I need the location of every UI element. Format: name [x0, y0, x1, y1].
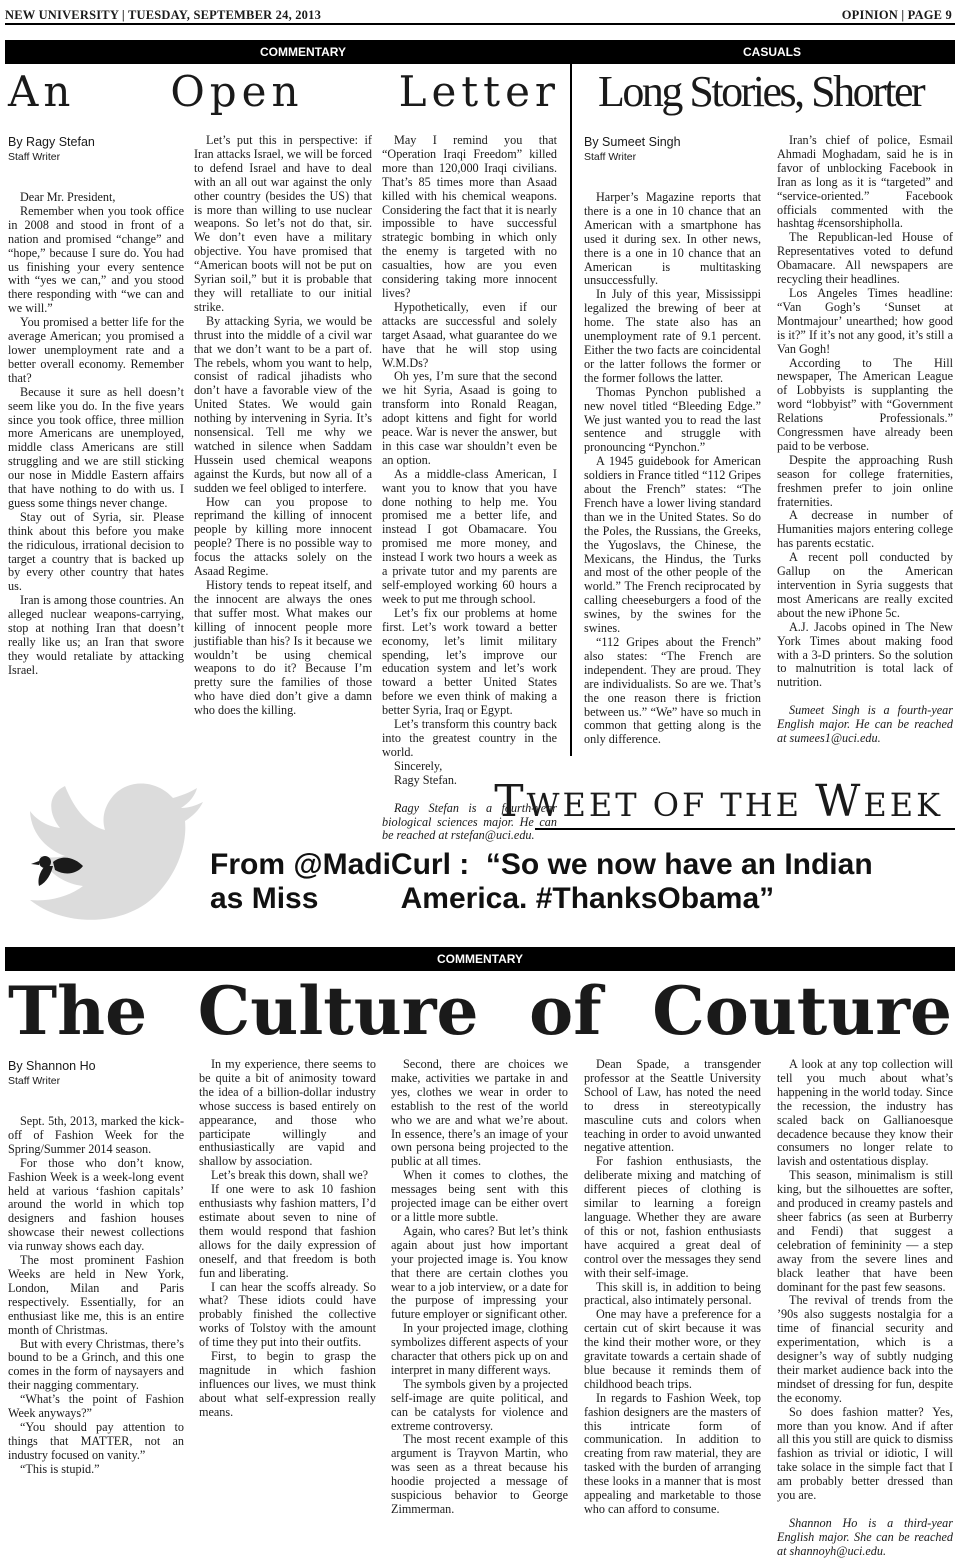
article-paragraph: Los Angeles Times headline: “Van Gogh’s ‘Sunset at Montmajour’ unearthed; how good is it?” If it’s not any good, it’s still a Van Gogh! [777, 285, 953, 356]
article-paragraph: One may have a preference for a certain cut of skirt because it was the kind their mother wore, or they gravitate towards a certain shade of blue because it reminds them of childhood beach trips. [584, 1307, 761, 1391]
headline-culture-of-couture [8, 970, 952, 1052]
article-column [391, 1058, 568, 1528]
article-paragraph: Again, who cares? But let’s think again about just how important your projected image is. You know that there are certain clothes you wear to a job interview, or a date for the purpose of impressing your future employer or significant other. [391, 1223, 568, 1322]
article-paragraph: In your projected image, clothing symbolizes different aspects of your character that others pick up on and interpret in many different ways. [391, 1321, 568, 1377]
article-paragraph: Hypothetically, even if our attacks are successful and solely target Asaad, what guarantee do we have that he will stop using W.M.Ds? [382, 299, 557, 370]
page-header-right: OPINION | PAGE 9 [841, 8, 952, 22]
article-paragraph: Let’s break this down, shall we? [211, 1168, 369, 1183]
section-label-commentary: COMMENTARY [5, 40, 601, 64]
article-paragraph: This skill is, in addition to being practical, also intimately personal. [584, 1279, 761, 1308]
article-paragraph: I can hear the scoffs already. So what? These idiots could have probably finished the collective works of Tolstoy with the amount of time they put into their outfits. [199, 1279, 376, 1350]
tweet-text [210, 848, 873, 916]
article-paragraph: Despite the approaching Rush season for college fraternities, freshmen prefer to join online fraternities. [777, 452, 953, 509]
article-paragraph: Let’s fix our problems at home first. Let’s work toward a better economy, let’s limit military spending, let’s improve our education system and let’s work toward a better United States before we even think of making a better Syria, Iraq or Egypt. [382, 605, 557, 718]
headline-word: The [8, 972, 148, 1050]
article-paragraph: History tends to repeat itself, and the innocent are always the ones that suffer most. What makes our killing of innocent people more justifiable than his? Is it because we wouldn’t be using chemical weapons to do it? Because I’m pretty sure the families of those who have died don’t give a damn who does the killing. [194, 578, 372, 718]
byline: By Sumeet Singh [584, 135, 681, 149]
article-paragraph: As a middle-class American, I want you to know that you have done nothing to help me. You promised me a better life, and instead I got Obamacare. You promised me more money, and instead I work two hours a week as a private tutor and my parents are self-employed working 60 hours a week to put me through school. [382, 466, 557, 606]
headline-long-stories: Long Stories, Shorter [598, 67, 924, 116]
article-paragraph: The symbols given by a projected self-image are quite political, and can be catalysts for violence and extreme controversy. [391, 1376, 568, 1433]
twitter-bird-icon [5, 766, 205, 938]
article-paragraph: May I remind you that “Operation Iraqi Freedom” killed more than 120,000 Iraqi civilians. That’s 85 times more than Asaad killed with his chemical weapons. Considering the fact that it is nearly impossible to have successful strategic bombing in which only the enemy is targeted with no casualties, how are you even considering taking more innocent lives? [382, 133, 557, 300]
article-paragraph: “What’s the point of Fashion Week anyways?” [8, 1392, 184, 1421]
tweet-title-part: W [815, 776, 864, 827]
article-paragraph: So does fashion matter? Yes, more than you know. And if after all this you still are quick to dismiss fashion as trivial or idiotic, I will take solace in the simple fact that I am probably better dressed than you are. [777, 1404, 953, 1503]
column-divider [570, 64, 572, 756]
article-paragraph: In regards to Fashion Week, top fashion designers are the masters of this intricate form of communication. In addition to creating from raw material, they are tasked with the burden of arranging these looks in a manner that is most appealing and marketable to those who can afford to consume. [584, 1390, 761, 1516]
tweet-title [494, 776, 943, 827]
article-paragraph: According to The Hill newspaper, The American League of Lobbyists is supplanting the word “lobbyist” with “Government Relations Professionals.” Congressmen have already been paid to be verbose. [777, 355, 953, 453]
article-paragraph: You promised a better life for the average American; you promised a lower unemployment rate and a better overall economy. Remember that? [8, 315, 184, 385]
byline-role: Staff Writer [8, 1075, 61, 1087]
headline-word: Couture [652, 972, 952, 1050]
article-paragraph: Remember when you took office in 2008 and stood in front of a nation and promised “change” and “hope,” because I sure do. You had us finishing your every sentence with “yes we can,” and you stood there responding with “we can and we will.” [8, 203, 184, 316]
article-paragraph: A decrease in number of Humanities majors entering college has parents ecstatic. [777, 508, 953, 551]
article-column [199, 1058, 376, 1528]
tweet-text-line: From @MadiCurl : “So we now have an Indian [210, 848, 873, 881]
headline-word: Letter [398, 67, 560, 116]
article-paragraph: By attacking Syria, we would be thrust into the middle of a civil war that we don’t want to be a part of. The rebels, whom you want to help, consist of radical jihadists who don’t have a favorable view of the United States. We would gain nothing by intervening in Syria. It’s nonsensical. Tell me why we watched in silence when Saddam Hussein used chemical weapons against the Kurds, but now all of a sudden we feel obliged to interfere. [194, 313, 372, 495]
article-paragraph: Sept. 5th, 2013, marked the kick-off of Fashion Week for the Spring/Summer 2014 season. [8, 1114, 184, 1156]
article-paragraph: When it comes to clothes, the messages being sent with this projected image can be either overt or a little more subtle. [391, 1168, 568, 1224]
article-paragraph: Stay out of Syria, sir. Please think about this before you make the ridiculous, irrational decision to target a country that is backed up by every other country that hates us. [8, 509, 184, 594]
tweet-text-line: as Miss America. #ThanksObama” [210, 882, 775, 915]
article-paragraph: A look at any top collection will tell you much about what’s happening in the world today. Since the recession, the industry has scaled back on Gallianoesque decadence because they know their consumers no longer relate to lavish and ostentatious display. [777, 1057, 953, 1169]
headline-word: of [529, 972, 602, 1050]
article-paragraph: Dean Spade, a transgender professor at the Seattle University School of Law, has noted the need to dress in stereotypically masculine cuts and colors when teaching in order to avoid unwanted negative attention. [584, 1057, 761, 1155]
article-paragraph: The revival of trends from the ’90s also suggests nostalgia for a time of financial security and experimentation, which is a designer’s way of subtly nudging their market audience back into the mindset of dressing for fun, despite the economy. [777, 1293, 953, 1405]
article-paragraph: The most prominent Fashion Weeks are held in New York, London, Milan and Paris respectively. Essentially, for an enthusiast like me, this is an entire month of Christmas. [8, 1253, 184, 1337]
tweet-title-part: T [494, 776, 527, 827]
author-bio: Ragy Stefan is a fourth-year biological sciences major. He can be reached at rstefan@uci.edu. [382, 800, 557, 843]
article-paragraph: Second, there are choices we make, activities we partake in and yes, clothes we wear in order to establish to the rest of the world who we are and what we’re about. In essence, there’s an image of your own persona being projected to the public at all times. [391, 1057, 568, 1169]
page-header-left: NEW UNIVERSITY | TUESDAY, SEPTEMBER 24, 2013 [5, 8, 322, 22]
article-paragraph: Iran is among those countries. An alleged nuclear weapons-carrying, stop at nothing Iran that doesn’t really like us; an Iran that swore they would retaliate by attacking Israel. [8, 593, 184, 677]
article-paragraph: The Republican-led House of Representatives voted to defund Obamacare. All newspapers are recycling their headlines. [777, 230, 953, 287]
headline-word: An [8, 67, 76, 116]
article-paragraph: First, to begin to grasp the magnitude in which fashion influences our lives, we must think about what self-expression really means. [199, 1349, 376, 1419]
author-bio: Sumeet Singh is a fourth-year English major. He can be reached at sumees1@uci.edu. [777, 703, 953, 746]
article-paragraph: Let’s put this in perspective: if Iran attacks Israel, we will be forced to defend Israel and have to deal with an all out war against the only other country (besides the US) that is more than willing to use nuclear weapons. So let’s not do that, sir. We don’t even have a military objective. You have promised that “American boots will not be put on Syrian soil,” but it is probable that they will retalliate to our initial strike. [194, 133, 372, 314]
article-paragraph: This season, minimalism is still king, but the silhouettes are softer, and produced in creamy pastels and sheer fabrics (as seen at Burberry and Fendi) that suggest a celebration of femininity — a step away from the severe lines and black leather that have been dominant for the past few seasons. [777, 1168, 953, 1294]
article-column [8, 1058, 184, 1528]
article-paragraph: For those who don’t know, Fashion Week is a week-long event held at various ‘fashion capitals’ around the world in which top designers and fashion houses showcase their newest collections via runway shows each day. [8, 1155, 184, 1254]
byline-role: Staff Writer [584, 151, 637, 163]
author-bio: Shannon Ho is a third-year English major. She can be reached at shannoyh@uci.edu. [777, 1516, 953, 1558]
article-column [194, 134, 372, 754]
header-rule [5, 23, 955, 25]
article-paragraph: Let’s transform this country back into the greatest country in the world. [382, 717, 557, 759]
article-paragraph: If one were to ask 10 fashion enthusiasts why fashion matters, I’d estimate about seven to nine of them would respond that fashion allows for the daily expression of oneself, and that freedom is both fun and liberating. [199, 1182, 376, 1280]
tweet-title-part: WEET OF THE [526, 786, 816, 824]
article-paragraph: But with every Christmas, there’s bound to be a Grinch, and this one comes in the form of naysayers and their nagging commentary. [8, 1336, 184, 1393]
article-paragraph: How can you propose to reprimand the killing of innocent people by killing more innocent people? There is no possible way to focus the attacks solely on the Asaad Regime. [194, 494, 372, 579]
article-paragraph: Oh yes, I’m sure that the second we hit Syria, Asaad is going to transform into Ronald Reagan, adopt kittens and fight for world peace. War is never the answer, but in this case war shouldn’t even be an option. [382, 369, 557, 467]
article-paragraph: Iran’s chief of police, Esmail Ahmadi Moghadam, said he is in favor of unblocking Facebook in Iran as long as it is “targeted” and “service-oriented.” Facebook officials commented with the hashtag #censorshipholla. [777, 133, 953, 231]
byline: By Ragy Stefan [8, 135, 95, 149]
article-column [382, 133, 557, 843]
article-column [8, 134, 184, 754]
article-paragraph: “You should pay attention to things that MATTER, not an industry focused on vanity.” [8, 1419, 184, 1462]
article-paragraph: Because it sure as hell doesn’t seem like you do. In the five years since you took office, three million more Americans are unemployed, middle class Americans are still struggling and we are still sticking our nose in Middle Eastern affairs that have nothing to do with us. I guess some things never change. [8, 384, 184, 510]
article-paragraph: A 1945 guidebook for American soldiers in France titled “112 Gripes about the French” states: “The French have a lower living standard than we in the United States. So do the Poles, the Russians, the Greeks, the Yugoslavs, the Chinese, the Mexicans, the Hindus, the Turks and most of the other people of the world.” The French reciprocated by calling cheeseburgers a food of the swines, by the swines for the swines. [584, 454, 761, 636]
article-paragraph: Dear Mr. President, [20, 190, 116, 204]
headline-word: Open [170, 67, 304, 116]
section-label-casuals: CASUALS [589, 40, 955, 64]
article-column [584, 1058, 761, 1528]
article-paragraph: A recent poll conducted by Gallup on the American intervention in Syria suggests that most Americans are really excited about the new iPhone 5c. [777, 550, 953, 620]
article-column [777, 1057, 953, 1558]
article-paragraph: For fashion enthusiasts, the deliberate mixing and matching of different pieces of clothing is similar to learning a foreign language. Whether they are aware of this or not, fashion enthusiasts have acquired a great deal of control over the messages they send with their self-image. [584, 1154, 761, 1280]
article-paragraph: Thomas Pynchon published a new novel titled “Bleeding Edge.” We just wanted you to read the last sentence and struggle with pronouncing “Pynchon.” [584, 384, 761, 455]
article-paragraph: Sincerely, [394, 758, 443, 773]
article-paragraph: A.J. Jacobs opined in The New York Times about making food with a 3-D printers. So the solution to malnutrition is total lack of nutrition. [777, 619, 953, 690]
byline-role: Staff Writer [8, 151, 61, 163]
article-paragraph: “This is stupid.” [20, 1461, 100, 1476]
article-paragraph: “112 Gripes about the French” also states: “The French are independent. They are proud. They are individualists. So are we. That’s the one reason there is friction between us.” “We” have so much in common that getting along is the only difference. [584, 635, 761, 747]
article-column [777, 134, 953, 754]
article-paragraph: The most recent example of this argument is Trayvon Martin, who was seen as a threat because his hoodie projected a message of suspicious behavior to George Zimmerman. [391, 1432, 568, 1516]
tweet-title-part: EEK [863, 786, 943, 824]
tweet-title-rule [535, 828, 955, 830]
article-paragraph: Harper’s Magazine reports that there is a one in 10 chance that an American with a smartphone has used it during sex. In other news, there is a one in 10 chance that an American is multitasking unsuccessfully. [584, 190, 761, 288]
article-paragraph: In my experience, there seems to be quite a bit of animosity toward the idea of a billion-dollar industry whose success is based entirely on appearance, and those who participate willingly and enthusiastically are vapid and shallow by association. [199, 1057, 376, 1169]
headline-word: Culture [197, 972, 479, 1050]
article-paragraph: In July of this year, Mississippi legalized the brewing of beer at home. The state also has an unemployment rate of 9.1 percent. Either the two facts are coincidental or the latter follows the former or the former follows the latter. [584, 287, 761, 385]
article-paragraph: Ragy Stefan. [394, 772, 457, 787]
tweet-of-the-week [5, 766, 955, 942]
section-label-commentary-2: COMMENTARY [5, 947, 955, 971]
byline: By Shannon Ho [8, 1059, 96, 1073]
article-column [584, 134, 761, 754]
headline-open-letter [8, 64, 560, 120]
